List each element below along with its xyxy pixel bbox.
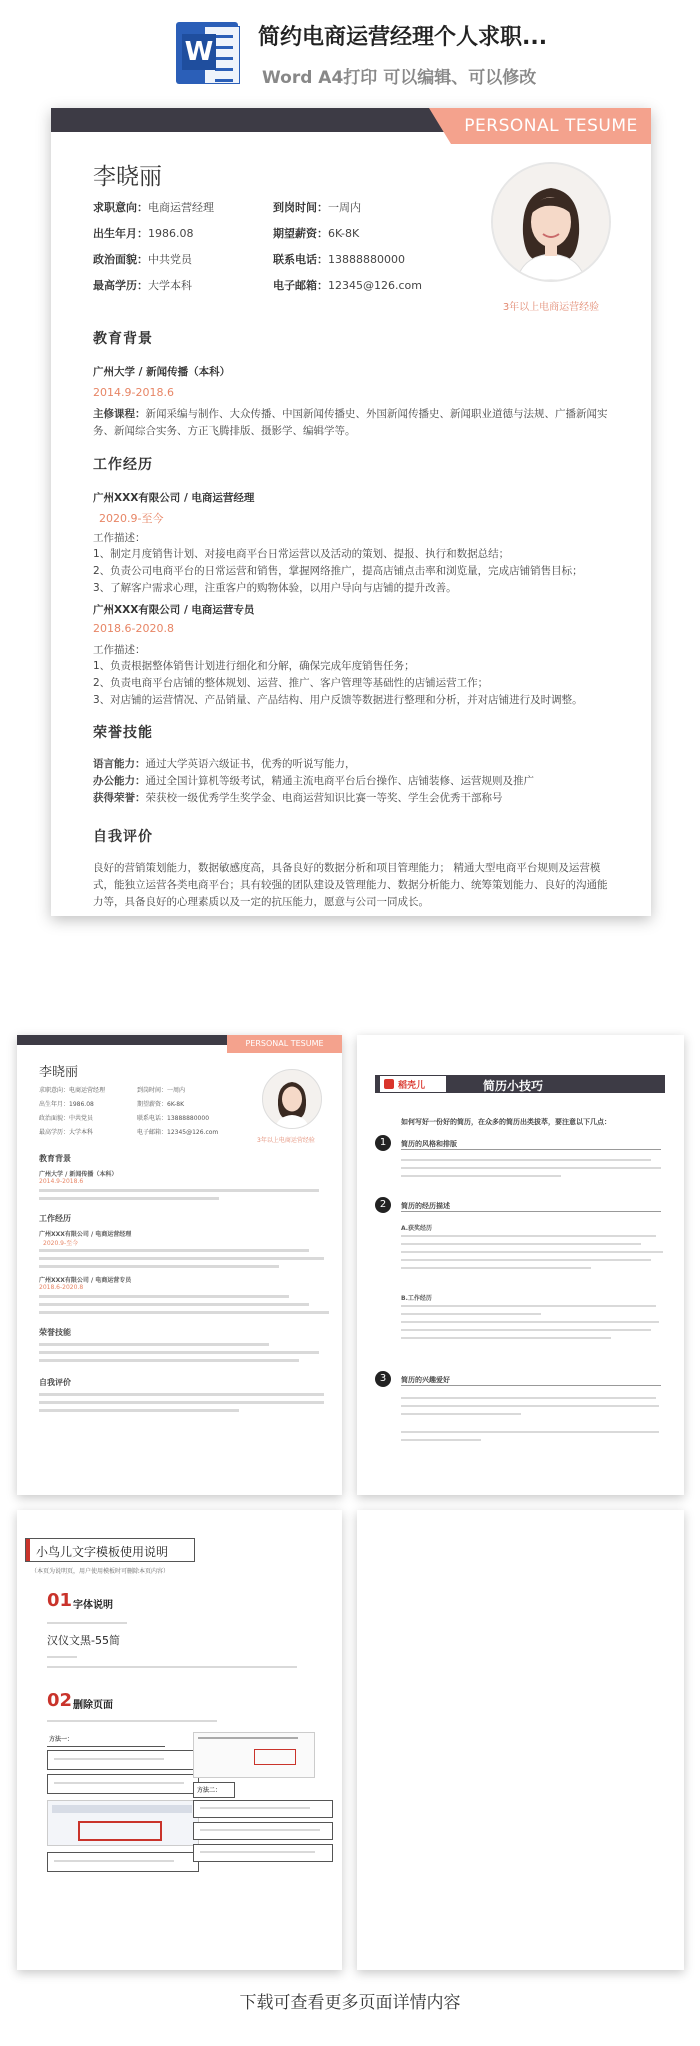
info-objective: 求职意向：电商运营经理 xyxy=(93,201,214,214)
listing-subtitle: Word A4打印 可以编辑、可以修改 xyxy=(262,68,537,88)
tip-number: 3 xyxy=(375,1371,391,1387)
tips-text-line xyxy=(401,1267,591,1269)
thumb-text-line xyxy=(39,1265,279,1268)
thumb-text-line xyxy=(39,1393,324,1396)
info-email: 电子邮箱：12345@126.com xyxy=(273,279,422,292)
resume-name: 李晓丽 xyxy=(93,164,162,190)
thumb-info: 联系电话：13888880000 xyxy=(137,1115,210,1122)
tips-text-line xyxy=(401,1321,659,1323)
thumb-line: 广州XXX有限公司 / 电商运营专员 xyxy=(39,1277,132,1284)
section-education-title: 教育背景 xyxy=(93,331,153,347)
tip-number: 1 xyxy=(375,1135,391,1151)
listing-header xyxy=(0,0,700,105)
guide-text-line xyxy=(47,1720,217,1722)
portrait-image xyxy=(493,164,609,280)
thumb-text-line xyxy=(39,1257,324,1260)
thumb-text-line xyxy=(39,1197,219,1200)
tip-number: 2 xyxy=(375,1197,391,1213)
guide-step-box xyxy=(193,1800,333,1818)
section-number: 02 xyxy=(47,1690,73,1711)
honors-list xyxy=(93,756,613,807)
guide-text-line xyxy=(47,1656,77,1658)
guide-step-box xyxy=(47,1852,199,1872)
info-phone: 联系电话：13888880000 xyxy=(273,253,405,266)
thumb-text-line xyxy=(39,1359,299,1362)
job-2-desc-label: 工作描述： xyxy=(93,644,146,656)
guide-page xyxy=(17,1510,342,1970)
guide-step-box xyxy=(193,1822,333,1840)
education-school: 广州大学 / 新闻传播（本科） xyxy=(93,366,231,378)
resume-tab-label: PERSONAL TESUME xyxy=(451,108,651,144)
tips-text-line xyxy=(401,1439,481,1441)
tips-text-line xyxy=(401,1259,651,1261)
info-availability: 到岗时间：一周内 xyxy=(273,201,361,214)
resume-top-bar xyxy=(51,108,471,132)
tips-text-line xyxy=(401,1431,659,1433)
docer-logo-icon xyxy=(384,1079,394,1089)
section-honors-title: 荣誉技能 xyxy=(93,725,153,741)
job-1-company: 广州XXX有限公司 / 电商运营经理 xyxy=(93,492,255,504)
thumb-text-line xyxy=(39,1351,319,1354)
job-1-duty: 1、制定月度销售计划、对接电商平台日常运营以及活动的策划、提报、执行和数据总结； xyxy=(93,548,510,560)
tip-subheading: B.工作经历 xyxy=(401,1295,432,1302)
thumb-top-bar xyxy=(17,1035,237,1045)
thumb-line: 广州XXX有限公司 / 电商运营经理 xyxy=(39,1231,132,1238)
guide-screenshot xyxy=(47,1800,199,1846)
thumb-text-line xyxy=(39,1295,289,1298)
tip-title: 简历的风格和排版 xyxy=(401,1140,457,1148)
thumb-section: 荣誉技能 xyxy=(39,1328,71,1337)
guide-title: 小鸟儿文字模板使用说明 xyxy=(36,1545,169,1559)
word-document-icon: W xyxy=(176,22,238,84)
tips-text-line xyxy=(401,1235,656,1237)
tips-text-line xyxy=(401,1175,561,1177)
section-work-title: 工作经历 xyxy=(93,457,153,473)
thumb-text-line xyxy=(39,1343,269,1346)
profile-photo xyxy=(491,162,611,282)
portrait-image xyxy=(263,1070,321,1128)
guide-step-box xyxy=(47,1750,199,1770)
experience-tag: 3年以上电商运营经验 xyxy=(502,302,600,313)
thumb-info: 政治面貌：中共党员 xyxy=(39,1115,94,1122)
honor-office: 办公能力：通过全国计算机等级考试，精通主流电商平台后台操作、店铺装修、运营规则及推广 xyxy=(93,775,534,787)
thumb-photo xyxy=(262,1069,322,1129)
thumb-text-line xyxy=(39,1409,239,1412)
self-evaluation-text: 良好的营销策划能力，数据敏感度高，具备良好的数据分析和项目管理能力； 精通大型电商平台规则及运营模式，能独立运营各类电商平台；具有较强的团队建设及管理能力、数据分析能力、统筹策划能力、良好的沟通能力等，具备良好的心理素质以及一定的抗压能力，愿意与公司一同成长。 xyxy=(93,862,608,908)
thumb-info: 期望薪资：6K-8K xyxy=(137,1101,185,1108)
thumb-info: 最高学历：大学本科 xyxy=(39,1129,94,1136)
education-period: 2014.9-2018.6 xyxy=(93,386,174,399)
guide-section-title: 字体说明 xyxy=(73,1600,113,1611)
method-1-label-box: 方法一： xyxy=(47,1732,165,1747)
thumb-info: 求职意向：电商运营经理 xyxy=(39,1087,106,1094)
education-courses: 主修课程：新闻采编与制作、大众传播、中国新闻传播史、外国新闻传播史、新闻职业道德与法规、广播新闻实务、新闻综合实务、方正飞腾排版、摄影学、编辑学等。 xyxy=(93,408,608,437)
tips-text-line xyxy=(401,1167,661,1169)
tips-text-line xyxy=(401,1251,663,1253)
tips-lead: 如何写好一份好的简历，在众多的简历出类拔萃，要注意以下几点： xyxy=(401,1118,611,1126)
section-self-title: 自我评价 xyxy=(93,829,153,845)
thumb-section: 自我评价 xyxy=(39,1378,71,1387)
job-2-company: 广州XXX有限公司 / 电商运营专员 xyxy=(93,604,255,616)
thumb-tag: 3年以上电商运营经验 xyxy=(257,1137,315,1144)
guide-font-name: 汉仪文黑-55简 xyxy=(47,1634,120,1647)
info-political: 政治面貌：中共党员 xyxy=(93,253,192,266)
tips-text-line xyxy=(401,1329,651,1331)
tip-title: 简历的经历描述 xyxy=(401,1202,450,1210)
guide-text-line xyxy=(47,1666,297,1668)
listing-title: 简约电商运营经理个人求职... xyxy=(258,25,548,50)
job-2-duty: 3、对店铺的运营情况、产品销量、产品结构、用户反馈等数据进行整理和分析，并对店铺进行及时调整。 xyxy=(93,694,583,706)
thumb-text-line xyxy=(39,1249,309,1252)
thumb-text-line xyxy=(39,1311,329,1314)
thumb-info: 电子邮箱：12345@126.com xyxy=(137,1129,219,1136)
job-2-duty: 1、负责根据整体销售计划进行细化和分解，确保完成年度销售任务； xyxy=(93,660,415,672)
tips-text-line xyxy=(401,1159,651,1161)
info-birth: 出生年月：1986.08 xyxy=(93,227,194,240)
job-2-duty: 2、负责电商平台店铺的整体规划、运营、推广、客户管理等基础性的店铺运营工作； xyxy=(93,677,489,689)
guide-step-box xyxy=(47,1774,199,1794)
job-1-duties xyxy=(93,546,613,601)
info-salary: 期望薪资：6K-8K xyxy=(273,227,360,240)
guide-note: （本页为说明页，用户使用模板时可删除本页内容） xyxy=(31,1568,170,1575)
job-1-duty: 2、负责公司电商平台的日常运营和销售，掌握网络推广，提高店铺点击率和浏览量，完成店铺销售目标； xyxy=(93,565,583,577)
docer-logo: 稻壳儿 xyxy=(379,1075,447,1093)
thumb-info: 出生年月：1986.08 xyxy=(39,1101,94,1108)
thumb-text-line xyxy=(39,1401,324,1404)
guide-step-box xyxy=(193,1844,333,1862)
thumb-text-line xyxy=(39,1189,319,1192)
tips-text-line xyxy=(401,1405,659,1407)
guide-text-line xyxy=(47,1622,127,1624)
thumb-section: 教育背景 xyxy=(39,1154,71,1163)
blank-page xyxy=(357,1510,684,1970)
tips-text-line xyxy=(401,1313,541,1315)
tips-text-line xyxy=(401,1413,521,1415)
thumb-line: 广州大学 / 新闻传播（本科） xyxy=(39,1171,118,1178)
job-2-period: 2018.6-2020.8 xyxy=(93,622,174,635)
footer-note: 下载可查看更多页面详情内容 xyxy=(239,1993,461,2013)
thumb-line: 2020.9-至今 xyxy=(43,1240,79,1247)
tips-text-line xyxy=(401,1397,656,1399)
guide-title-box xyxy=(25,1538,195,1562)
section-number: 01 xyxy=(47,1590,73,1611)
tips-title: 简历小技巧 xyxy=(483,1079,544,1093)
job-1-period: 2020.9-至今 xyxy=(99,512,164,525)
job-2-duties xyxy=(93,658,613,709)
honor-language: 语言能力：通过大学英语六级证书，优秀的听说写能力， xyxy=(93,758,356,770)
method-2-label-box: 方法二： xyxy=(193,1782,235,1798)
job-1-duty: 3、了解客户需求心理，注重客户的购物体验，以用户导向与店铺的提升改善。 xyxy=(93,582,457,594)
honor-awards: 获得荣誉：荣获校一级优秀学生奖学金、电商运营知识比赛一等奖、学生会优秀干部称号 xyxy=(93,792,503,804)
thumb-name: 李晓丽 xyxy=(39,1065,79,1080)
tips-text-line xyxy=(401,1305,656,1307)
thumb-resume-page xyxy=(17,1035,342,1495)
resume-preview-page xyxy=(51,108,651,916)
thumb-tab: PERSONAL TESUME xyxy=(227,1035,342,1053)
guide-screenshot xyxy=(193,1732,315,1778)
thumb-section: 工作经历 xyxy=(39,1214,71,1223)
thumb-info: 到岗时间：一周内 xyxy=(137,1087,186,1094)
guide-section-title: 删除页面 xyxy=(73,1700,113,1711)
tip-subheading: A.获奖经历 xyxy=(401,1225,433,1232)
tip-title: 简历的兴趣爱好 xyxy=(401,1376,450,1384)
tips-page xyxy=(357,1035,684,1495)
tips-text-line xyxy=(401,1337,611,1339)
thumb-line: 2018.6-2020.8 xyxy=(39,1284,84,1291)
thumb-text-line xyxy=(39,1303,309,1306)
info-education: 最高学历：大学本科 xyxy=(93,279,192,292)
thumb-line: 2014.9-2018.6 xyxy=(39,1178,84,1185)
tips-text-line xyxy=(401,1243,641,1245)
job-1-desc-label: 工作描述： xyxy=(93,532,146,544)
